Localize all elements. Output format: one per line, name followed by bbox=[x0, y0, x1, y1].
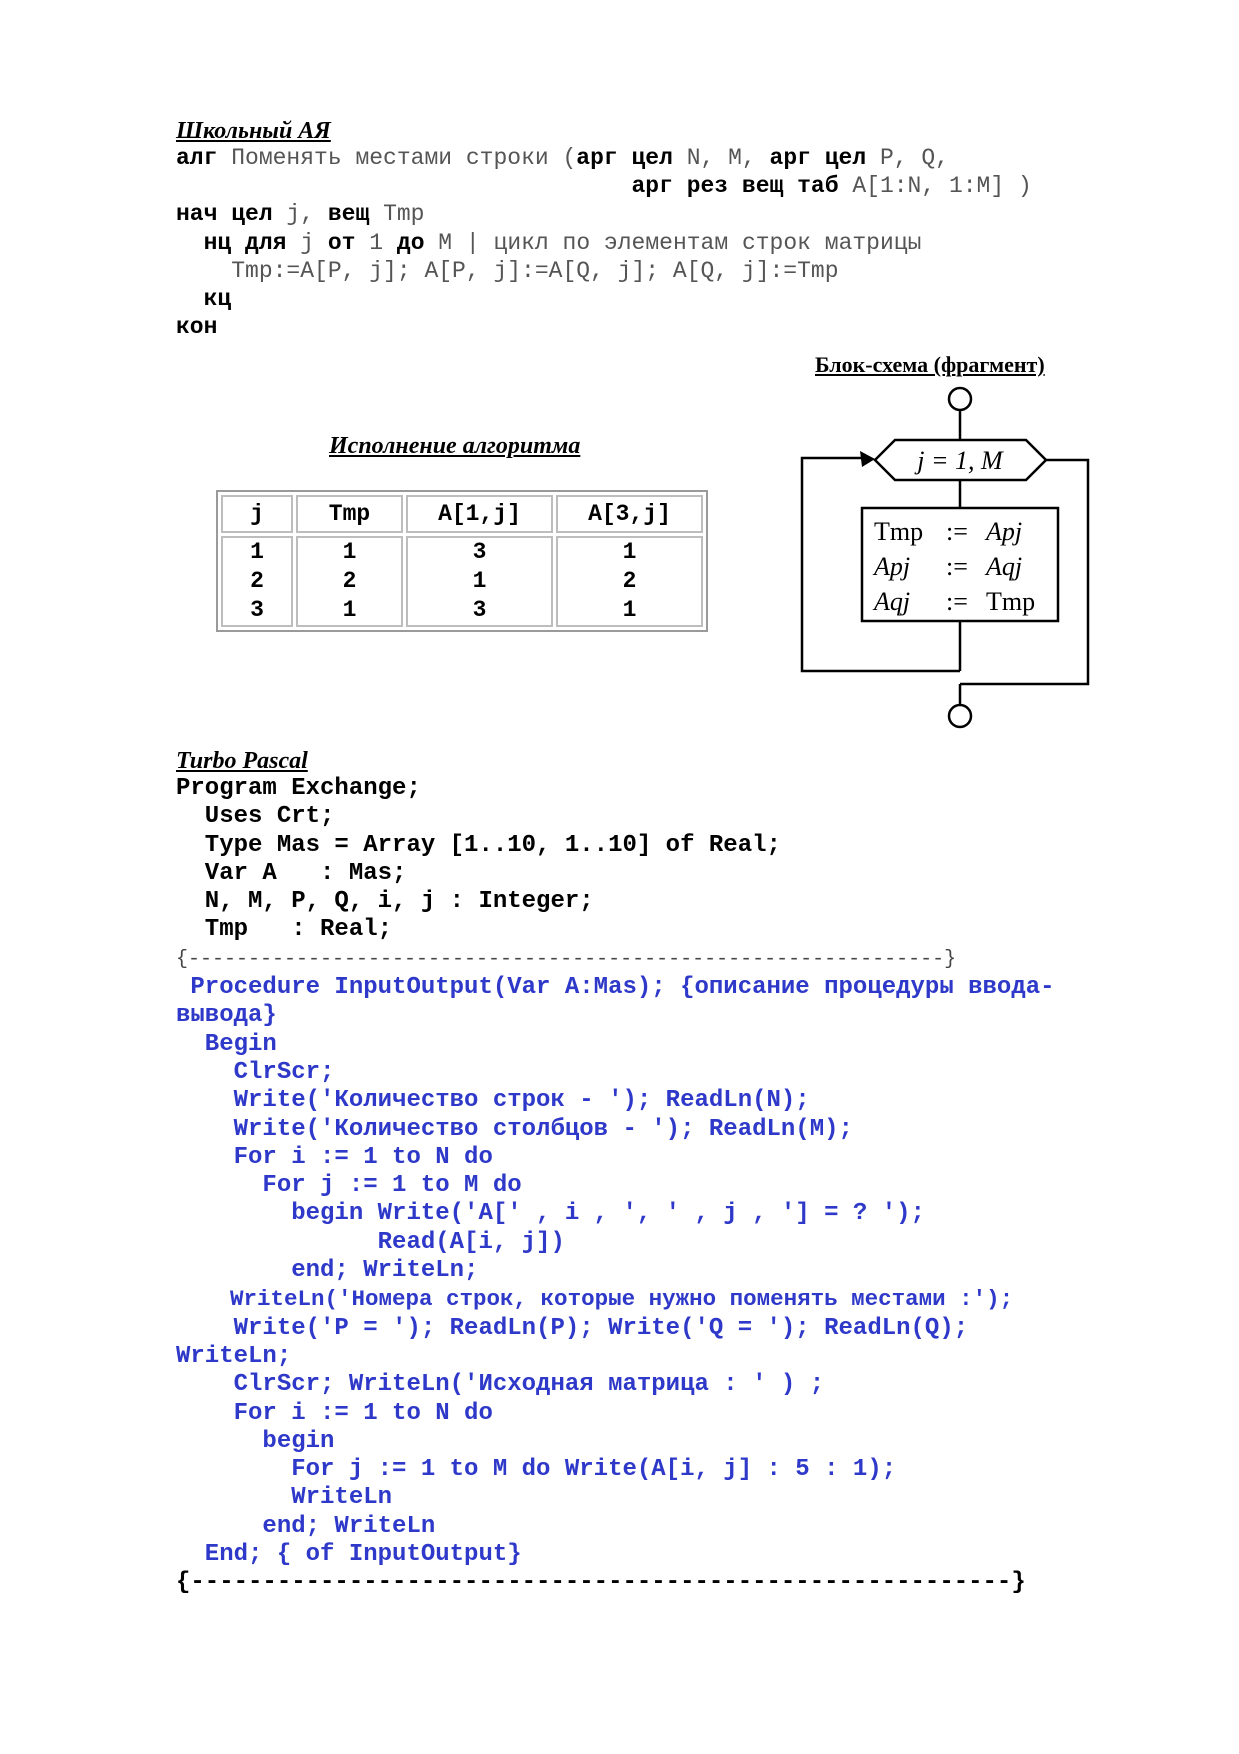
loop-label: j = 1, M bbox=[917, 446, 1003, 475]
pascal-separator: {---------------------------------------------------------------} bbox=[176, 947, 957, 971]
ai-line-6: кц bbox=[203, 286, 232, 313]
pascal-line: Uses Crt; bbox=[176, 803, 335, 831]
pascal-line: Begin bbox=[176, 1030, 277, 1058]
assign-3-right: Tmp bbox=[986, 587, 1036, 616]
pascal-line: Procedure InputOutput(Var A:Mas); {описание процедуры ввода- bbox=[176, 974, 1055, 1002]
assign-1-left: Tmp bbox=[874, 517, 924, 546]
assign-3-op: := bbox=[946, 587, 968, 616]
table-cell: 1 2 1 bbox=[556, 536, 703, 627]
assign-2-op: := bbox=[946, 552, 968, 581]
ai-line-4: нц для j от 1 до M | цикл по элементам строк матрицы bbox=[203, 229, 922, 256]
pascal-line: N, M, P, Q, i, j : Integer; bbox=[176, 888, 594, 916]
pascal-line: For i := 1 to N do bbox=[176, 1143, 493, 1171]
pascal-line: ClrScr; bbox=[176, 1058, 335, 1086]
assign-3-left: Aqj bbox=[874, 587, 911, 616]
assign-2-left: Apj bbox=[874, 552, 911, 581]
table-header-cell: Tmp bbox=[296, 495, 403, 533]
ai-line-5: Tmp:=A[P, j]; A[P, j]:=A[Q, j]; A[Q, j]:=Tmp bbox=[176, 257, 839, 284]
table-header-row bbox=[221, 495, 703, 533]
ai-line-3: нач цел j, вещ Tmp bbox=[176, 201, 425, 228]
end-connector bbox=[949, 705, 971, 727]
pascal-line: end; WriteLn bbox=[176, 1512, 436, 1540]
table-cell: 1 2 1 bbox=[296, 536, 403, 627]
table-cell: 1 2 3 bbox=[221, 536, 293, 627]
pascal-line: Write('Количество строк - '); ReadLn(N); bbox=[176, 1087, 810, 1115]
school-ai-code bbox=[176, 144, 1032, 341]
pascal-line: Read(A[i, j]) bbox=[176, 1228, 565, 1256]
table-header-cell: j bbox=[221, 495, 293, 533]
assign-2-right: Aqj bbox=[986, 552, 1023, 581]
pascal-line: WriteLn bbox=[176, 1484, 393, 1512]
pascal-line: Write('Количество столбцов - '); ReadLn(M); bbox=[176, 1115, 853, 1143]
table-row bbox=[221, 536, 703, 627]
start-connector bbox=[949, 388, 971, 410]
ai-line-1: алг Поменять местами строки (арг цел N, M, арг цел P, Q, bbox=[176, 145, 949, 171]
pascal-line: WriteLn; bbox=[176, 1342, 292, 1370]
flowchart-diagram bbox=[790, 380, 1100, 735]
pascal-line: Var A : Mas; bbox=[176, 859, 407, 887]
pascal-line: End; { of InputOutput} bbox=[176, 1541, 522, 1569]
table-cell: 3 1 3 bbox=[406, 536, 553, 627]
pascal-line: For j := 1 to M do Write(A[i, j] : 5 : 1); bbox=[176, 1456, 897, 1484]
table-header-cell: A[3,j] bbox=[556, 495, 703, 533]
pascal-line: ClrScr; WriteLn('Исходная матрица : ' ) ; bbox=[176, 1371, 825, 1399]
ai-line-7: кон bbox=[176, 314, 218, 341]
assign-1-right: Apj bbox=[986, 517, 1023, 546]
loop-back-arrow bbox=[860, 451, 875, 467]
pascal-line: Program Exchange; bbox=[176, 775, 421, 802]
pascal-line: For j := 1 to M do bbox=[176, 1172, 522, 1200]
ai-line-2: арг рез вещ таб A[1:N, 1:M] ) bbox=[631, 173, 1032, 200]
pascal-line: Write('P = '); ReadLn(P); Write('Q = '); ReadLn(Q); bbox=[176, 1314, 969, 1342]
pascal-code bbox=[176, 775, 1055, 1598]
pascal-line: вывода} bbox=[176, 1002, 277, 1030]
assign-1-op: := bbox=[946, 517, 968, 546]
pascal-line: begin Write('A[' , i , ', ' , j , '] = ? '); bbox=[176, 1200, 925, 1228]
pascal-line: WriteLn('Номера строк, которые нужно поменять местами :'); bbox=[176, 1286, 1014, 1313]
table-header-cell: A[1,j] bbox=[406, 495, 553, 533]
pascal-line: begin bbox=[176, 1427, 335, 1455]
pascal-heading: Turbo Pascal bbox=[176, 748, 308, 774]
pascal-line: end; WriteLn; bbox=[176, 1257, 479, 1285]
flowchart-heading: Блок-схема (фрагмент) bbox=[815, 352, 1045, 377]
school-ai-heading: Школьный АЯ bbox=[176, 118, 331, 144]
execution-table bbox=[216, 490, 708, 632]
execution-heading: Исполнение алгоритма bbox=[329, 433, 581, 459]
pascal-line: Type Mas = Array [1..10, 1..10] of Real; bbox=[176, 831, 781, 859]
pascal-line: For i := 1 to N do bbox=[176, 1399, 493, 1427]
pascal-line: Tmp : Real; bbox=[176, 916, 393, 944]
pascal-separator: {---------------------------------------------------------} bbox=[176, 1569, 1026, 1597]
